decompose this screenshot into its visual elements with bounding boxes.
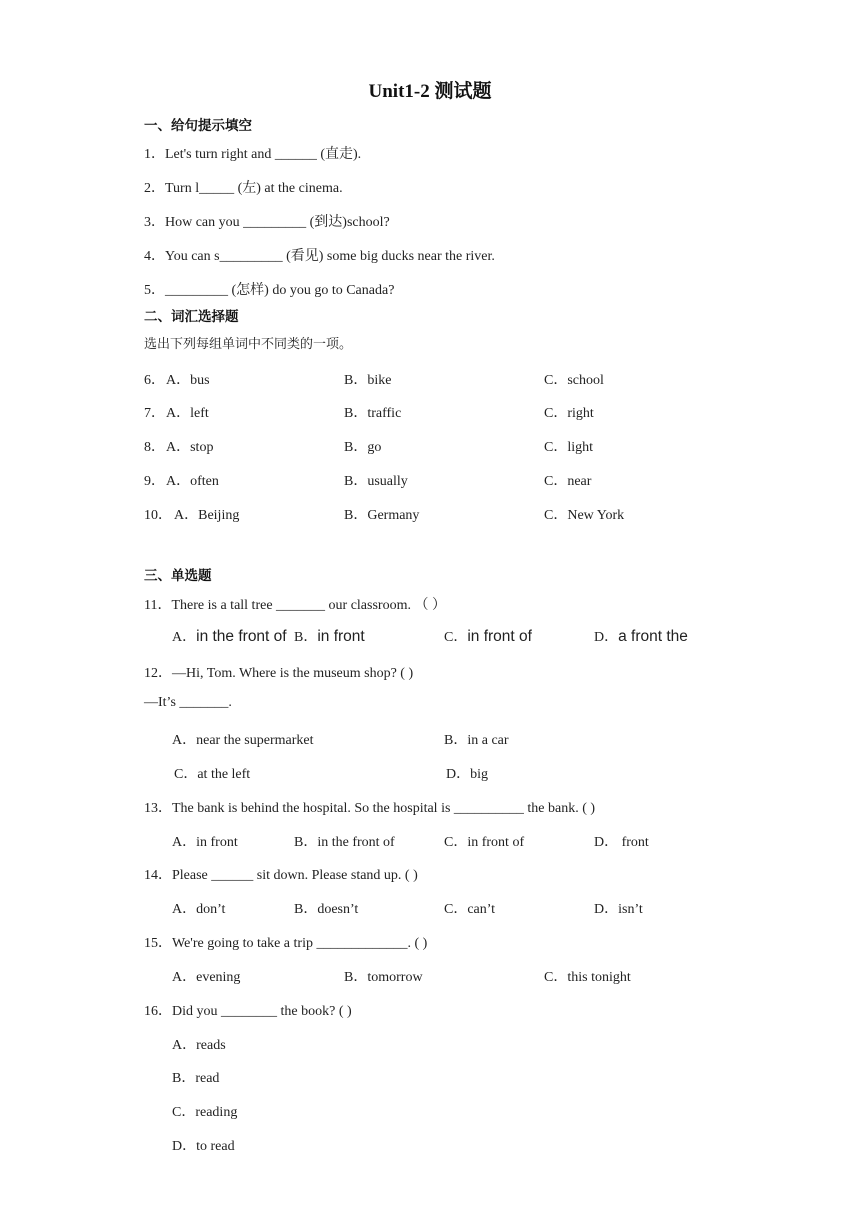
question-14-option-c: C．can’t — [444, 902, 496, 917]
question-16-option-a: A．reads — [172, 1038, 226, 1053]
question-16-option-d: D．to read — [172, 1139, 235, 1154]
question-13: 13．The bank is behind the hospital. So the hospital is __________ the bank. ( ) — [144, 801, 596, 816]
question-8-option-c: C．light — [544, 440, 594, 455]
question-4: 4．You can s_________ (看见) some big ducks near the river. — [144, 249, 495, 264]
question-11-option-b — [294, 626, 365, 646]
question-13-option-c: C．in front of — [444, 835, 525, 850]
question-12-option-b: B．in a car — [444, 733, 509, 748]
question-8-number: 8． — [144, 440, 165, 455]
question-14-option-b: B．doesn’t — [294, 902, 359, 917]
question-8-option-b: B．go — [344, 440, 382, 455]
question-2: 2．Turn l_____ (左) at the cinema. — [144, 181, 343, 196]
question-12: 12．—Hi, Tom. Where is the museum shop? ( ) — [144, 666, 414, 681]
question-1: 1．Let's turn right and ______ (直走). — [144, 147, 362, 162]
option-text: in front of — [467, 628, 532, 645]
question-15-option-a: A．evening — [172, 970, 241, 985]
question-11-option-c — [444, 626, 532, 646]
question-14: 14．Please ______ sit down. Please stand up. ( ) — [144, 868, 418, 883]
option-label: D． — [594, 630, 619, 645]
question-7-number: 7． — [144, 406, 165, 421]
question-6-option-b: B．bike — [344, 373, 392, 388]
option-text: in front — [317, 628, 365, 645]
option-text: in the front of — [196, 628, 287, 645]
section-heading-2: 二、词汇选择题 — [144, 309, 239, 325]
question-9-number: 9． — [144, 474, 165, 489]
section-instruction: 选出下列每组单词中不同类的一项。 — [144, 337, 353, 352]
section-heading-1: 一、给句提示填空 — [144, 118, 252, 134]
option-text: a front the — [618, 628, 688, 645]
question-15-option-c: C．this tonight — [544, 970, 631, 985]
question-3: 3．How can you _________ (到达)school? — [144, 215, 390, 230]
option-label: A． — [172, 630, 197, 645]
question-9-option-c: C．near — [544, 474, 592, 489]
question-14-option-a: A．don’t — [172, 902, 226, 917]
option-label: C． — [444, 630, 468, 645]
question-9-option-b: B．usually — [344, 474, 408, 489]
question-12-option-a: A．near the supermarket — [172, 733, 314, 748]
question-15-option-b: B．tomorrow — [344, 970, 423, 985]
question-12-option-d: D．big — [446, 767, 488, 782]
question-15: 15．We're going to take a trip _____________. ( ) — [144, 936, 428, 951]
question-11-option-a — [172, 626, 287, 646]
question-11: 11．There is a tall tree _______ our classroom. （ ） — [144, 598, 446, 613]
page-title: Unit1-2 测试题 — [368, 81, 492, 102]
question-11-option-d — [594, 626, 688, 646]
question-10-number: 10． — [144, 508, 172, 523]
question-13-option-a: A．in front — [172, 835, 238, 850]
question-6-number: 6． — [144, 373, 165, 388]
question-16: 16．Did you ________ the book? ( ) — [144, 1004, 352, 1019]
section-heading-3: 三、单选题 — [144, 568, 212, 584]
question-10-option-b: B．Germany — [344, 508, 420, 523]
question-10-option-a: A．Beijing — [174, 508, 240, 523]
question-6-option-a: A．bus — [166, 373, 210, 388]
option-label: B． — [294, 630, 318, 645]
question-5: 5．_________ (怎样) do you go to Canada? — [144, 283, 395, 298]
question-6-option-c: C．school — [544, 373, 604, 388]
question-16-option-c: C．reading — [172, 1105, 238, 1120]
question-12-option-c: C．at the left — [174, 767, 251, 782]
question-7-option-a: A．left — [166, 406, 209, 421]
question-13-option-b: B．in the front of — [294, 835, 395, 850]
question-9-option-a: A．often — [166, 474, 219, 489]
question-14-option-d: D．isn’t — [594, 902, 643, 917]
question-16-option-b: B．read — [172, 1071, 220, 1086]
question-10-option-c: C．New York — [544, 508, 625, 523]
question-7-option-b: B．traffic — [344, 406, 402, 421]
question-7-option-c: C．right — [544, 406, 594, 421]
question-8-option-a: A．stop — [166, 440, 214, 455]
question-12-answer-stem: —It’s _______. — [144, 695, 232, 710]
question-13-option-d: D． front — [594, 835, 649, 850]
